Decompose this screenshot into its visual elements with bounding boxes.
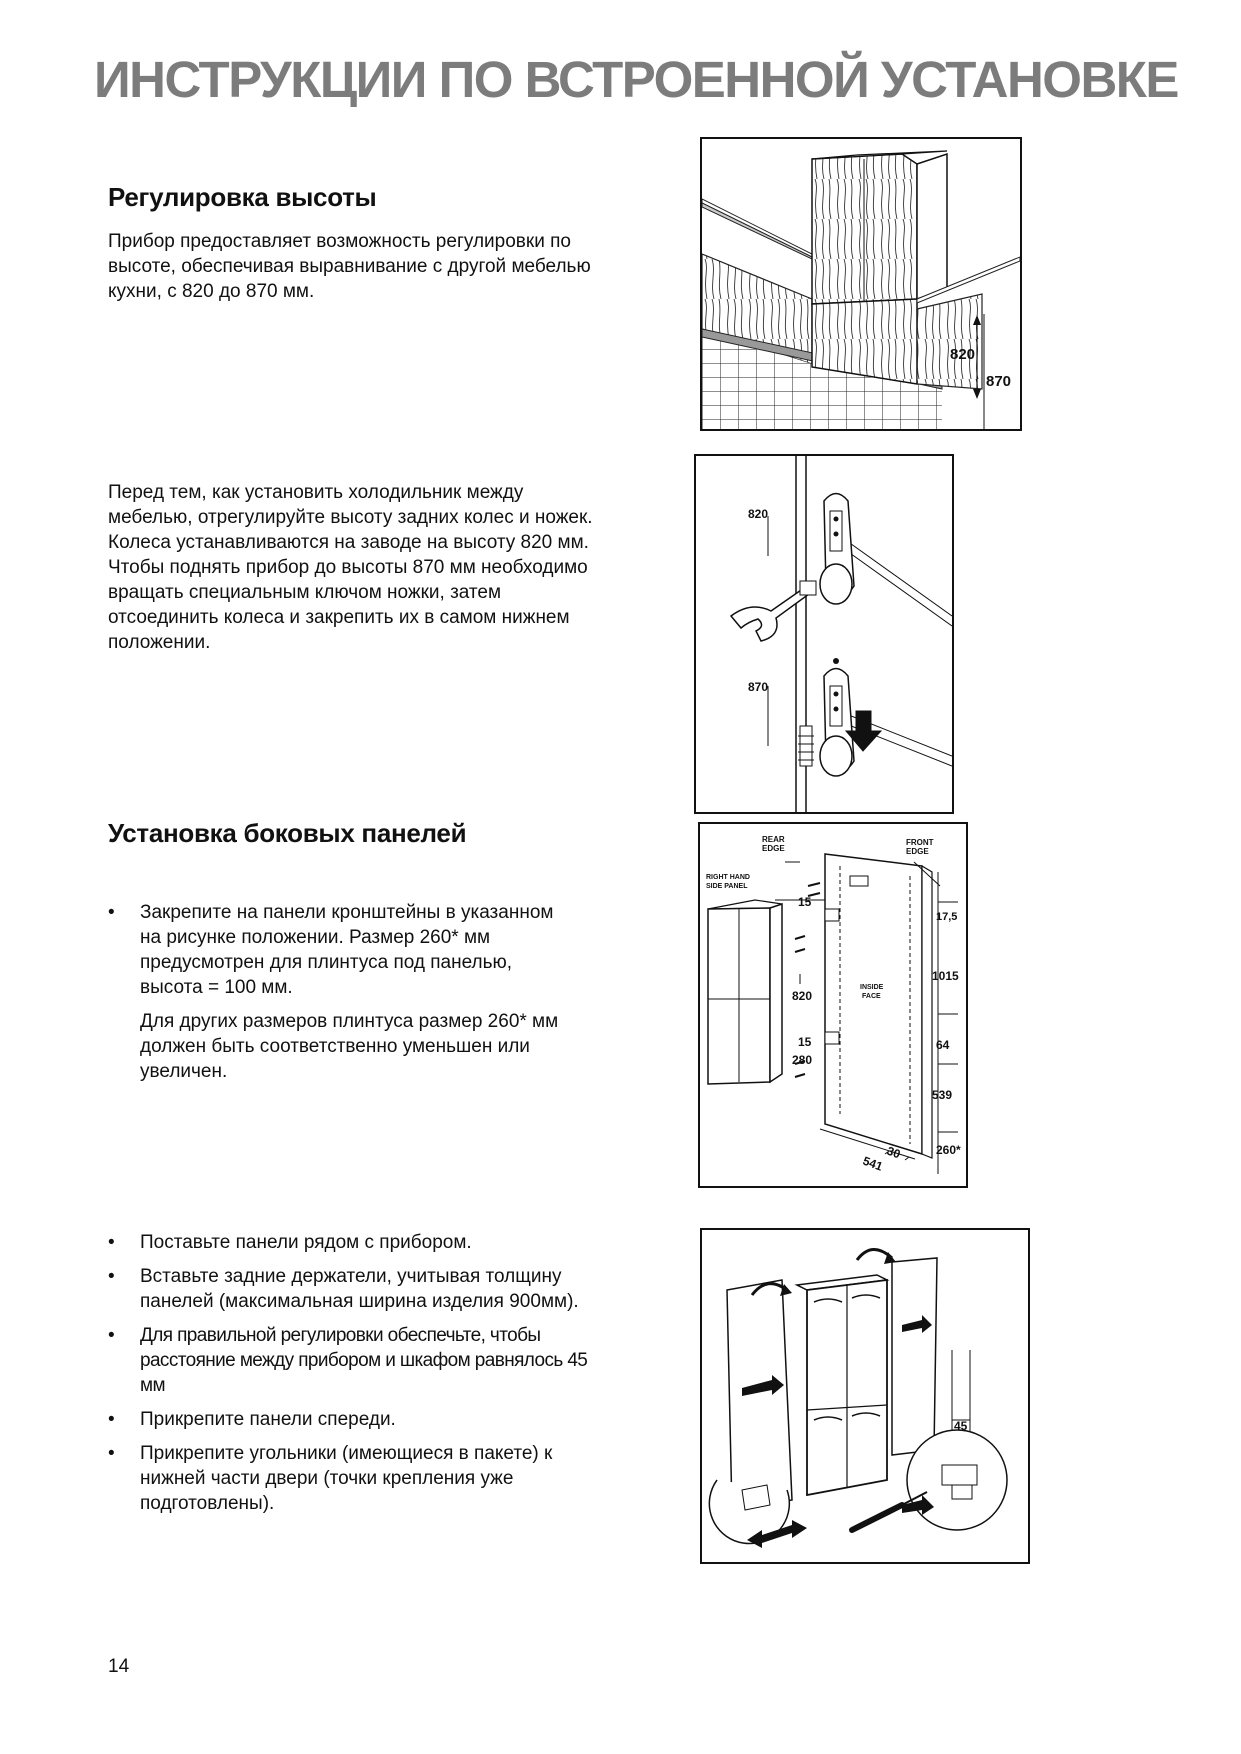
rear-edge-label-2: EDGE bbox=[762, 844, 785, 853]
dim-64: 64 bbox=[936, 1038, 950, 1052]
bullet-dot: • bbox=[108, 1409, 115, 1430]
feet-adjustment-illustration bbox=[696, 456, 952, 812]
panel-placement-illustration bbox=[702, 1230, 1028, 1562]
bullet-dot: • bbox=[108, 1266, 115, 1287]
bullet-text: Вставьте задние держатели, учитывая толщину панелей (максимальная ширина изделия 900мм). bbox=[140, 1266, 579, 1312]
bullet-dot: • bbox=[108, 902, 115, 923]
bullet-text: Закрепите на панели кронштейны в указанном на рисунке положении. Размер 260* мм предусмотрен для плинтуса под панелью, высота = 100 мм. bbox=[140, 902, 554, 998]
section-title-panels: Установка боковых панелей bbox=[108, 818, 467, 848]
front-edge-label-2: EDGE bbox=[906, 847, 929, 856]
label-45: 45 bbox=[954, 1419, 968, 1433]
side-panel-label-2: SIDE PANEL bbox=[706, 883, 748, 890]
dim-30: 30 bbox=[884, 1143, 903, 1162]
height-paragraph-2: Перед тем, как установить холодильник между мебелью, отрегулируйте высоту задних колес и ножек. Колеса устанавливаются на заводе на высоту 820 мм. Чтобы поднять прибор до высоты 870 мм необходимо вращать специальным ключом ножки, затем отсоединить колеса и закрепить их в самом нижнем положении. bbox=[108, 482, 593, 653]
front-edge-label-1: FRONT bbox=[906, 838, 934, 847]
figure-feet-adjustment bbox=[694, 454, 954, 814]
list-item bbox=[108, 900, 578, 1084]
side-panel-dimensions-illustration bbox=[700, 824, 966, 1186]
page-number: 14 bbox=[108, 1656, 130, 1677]
label-870: 870 bbox=[986, 373, 1012, 390]
figure-panel-placement bbox=[700, 1228, 1030, 1564]
height-paragraph-1: Прибор предоставляет возможность регулировки по высоте, обеспечивая выравнивание с другой мебелью кухни, с 820 до 870 мм. bbox=[108, 231, 591, 302]
panel-bullets-1 bbox=[108, 900, 578, 1093]
list-item bbox=[108, 1407, 613, 1432]
dim-541: 541 bbox=[860, 1153, 885, 1174]
bullet-text: Прикрепите панели спереди. bbox=[140, 1409, 396, 1430]
section-title-height: Регулировка высоты bbox=[108, 182, 377, 212]
dim-260: 260* bbox=[936, 1143, 961, 1157]
list-item bbox=[108, 1323, 613, 1398]
dim-17-5: 17,5 bbox=[936, 911, 958, 923]
dim-15-bottom: 15 bbox=[798, 1035, 812, 1049]
dim-1015: 1015 bbox=[932, 969, 959, 983]
label-870: 870 bbox=[748, 680, 769, 694]
figure-side-panel-dimensions bbox=[698, 822, 968, 1188]
bullet-dot: • bbox=[108, 1325, 115, 1346]
figure-kitchen-height bbox=[700, 137, 1022, 431]
dim-15-top: 15 bbox=[798, 895, 812, 909]
inside-face-label-1: INSIDE bbox=[860, 984, 884, 991]
bullet-dot: • bbox=[108, 1443, 115, 1464]
rear-edge-label-1: REAR bbox=[762, 835, 785, 844]
list-item bbox=[108, 1230, 613, 1255]
panel-bullets-2 bbox=[108, 1230, 613, 1525]
page-title: ИНСТРУКЦИИ ПО ВСТРОЕННОЙ УСТАНОВКЕ bbox=[94, 51, 1178, 108]
bullet-note: Для других размеров плинтуса размер 260* мм должен быть соответственно уменьшен или увеличен. bbox=[140, 1011, 559, 1082]
bullet-text: Для правильной регулировки обеспечьте, чтобы расстояние между прибором и шкафом равнялось 45 мм bbox=[140, 1325, 588, 1396]
bullet-text: Прикрепите угольники (имеющиеся в пакете) к нижней части двери (точки крепления уже подготовлены). bbox=[140, 1443, 553, 1514]
side-panel-label-1: RIGHT HAND bbox=[706, 874, 750, 881]
inside-face-label-2: FACE bbox=[862, 993, 881, 1000]
bullet-dot: • bbox=[108, 1232, 115, 1253]
bullet-text: Поставьте панели рядом с прибором. bbox=[140, 1232, 472, 1253]
dim-820: 820 bbox=[792, 989, 813, 1003]
label-820: 820 bbox=[950, 346, 976, 363]
list-item bbox=[108, 1441, 613, 1516]
kitchen-height-illustration bbox=[702, 139, 1020, 429]
list-item bbox=[108, 1264, 613, 1314]
dim-280: 280 bbox=[792, 1053, 813, 1067]
label-820: 820 bbox=[748, 507, 769, 521]
dim-539: 539 bbox=[932, 1088, 953, 1102]
